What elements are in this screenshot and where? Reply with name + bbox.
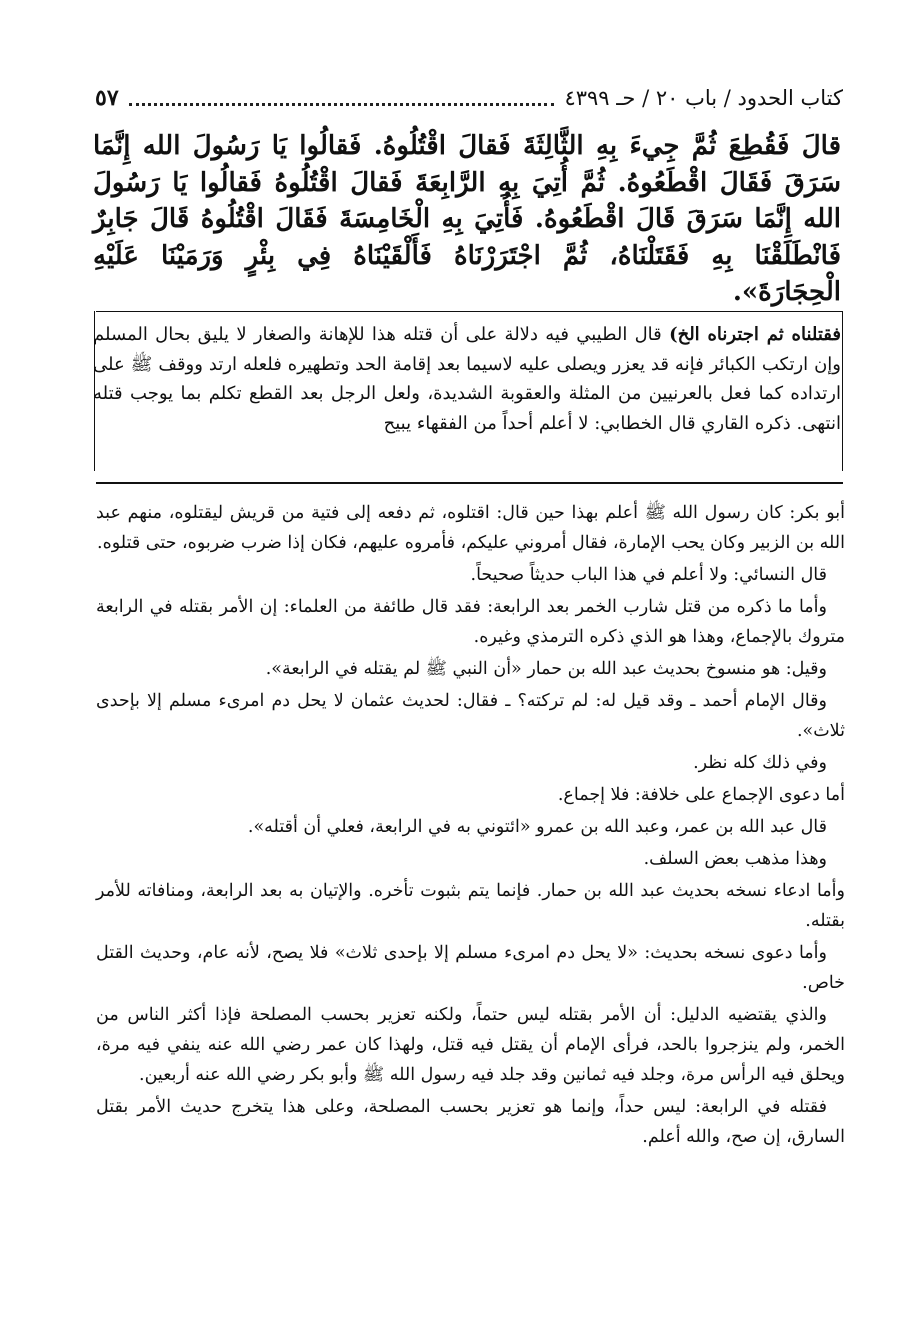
commentary-block bbox=[93, 320, 841, 438]
footnote-paragraph: وفي ذلك كله نظر. bbox=[693, 753, 827, 773]
footnote-paragraph: وأما دعوى نسخه بحديث: «لا يحل دم امرىء مسلم إلا بإحدى ثلاث» فلا يصح، لأنه عام، وحديث القتل خاص. bbox=[96, 943, 845, 993]
running-header bbox=[95, 78, 843, 118]
footnote-paragraph: أما دعوى الإجماع على خلافة: فلا إجماع. bbox=[557, 785, 845, 805]
page-number: ٥٧ bbox=[95, 85, 119, 111]
footnote-paragraph: والذي يقتضيه الدليل: أن الأمر بقتله ليس حتماً، ولكنه تعزير بحسب المصلحة فإذا أكثر الناس من الخمر، ولم ينزجروا بالحد، فرأى الإمام أن يقتل فيه قتل، ولهذا كان عمر رضي الله عنه ينفي فيه مرة، ويحلق فيه الرأس مرة، وجلد فيه ثمانين وقد جلد فيه رسول الله ﷺ وأبو بكر رضي الله عنه أربعين. bbox=[96, 1005, 845, 1085]
footnote-paragraph: وأما ادعاء نسخه بحديث عبد الله بن حمار. فإنما يتم بثبوت تأخره. والإتيان به بعد الرابعة، ومنافاته للأمر بقتله. bbox=[96, 881, 845, 931]
footnote-paragraph: وهذا مذهب بعض السلف. bbox=[643, 849, 827, 869]
hadith-text: قالَ فَقُطِعَ ثُمَّ جِيءَ بِهِ الثَّالِثَةَ فَقالَ اقْتُلُوهُ. فَقالُوا يَا رَسُولَ الله إِنَّمَا سَرَقَ فَقَالَ اقْطَعُوهُ. ثُمَّ أُتِيَ بِهِ الرَّابِعَةَ فَقالَ اقْتُلُوهُ فَقالُوا يَا رَسُولَ الله إِنَّمَا سَرَقَ قَالَ اقْطَعُوهُ. فَأُتِيَ بِهِ الْخَامِسَةَ فَقَالَ اقْتُلُوهُ قَالَ جَابِرٌ فَانْطَلَقْنَا بِهِ فَقَتَلْنَاهُ، ثُمَّ اجْتَرَرْنَاهُ فَأَلْقَيْنَاهُ فِي بِئْرٍ وَرَمَيْنَا عَلَيْهِ الْحِجَارَةَ». bbox=[93, 131, 841, 307]
footnote-divider bbox=[96, 482, 843, 484]
commentary-lead: فقتلناه ثم اجترناه الخ) bbox=[669, 324, 842, 345]
dotted-leader bbox=[129, 101, 555, 106]
footnote-paragraph: وقيل: هو منسوخ بحديث عبد الله بن حمار «أن النبي ﷺ لم يقتله في الرابعة». bbox=[265, 659, 827, 679]
commentary-text: قال الطيبي فيه دلالة على أن قتله هذا للإهانة والصغار لا يليق بحال المسلم وإن ارتكب الكبائر فإنه قد يعزر ويصلى عليه لاسيما بعد إقامة الحد وتطهيره فلعله ارتد ووقف ﷺ على ارتداده كما فعل بالعرنيين من المثلة والعقوبة الشديدة، ولعل الرجل بعد القطع تكلم بما يوجب قتله انتهى. ذكره القاري قال الخطابي: لا أعلم أحداً من الفقهاء يبيح bbox=[93, 324, 841, 434]
commentary-right-bar bbox=[842, 311, 843, 471]
footnote-paragraph: أبو بكر: كان رسول الله ﷺ أعلم بهذا حين قال: اقتلوه، ثم دفعه إلى فتية من قريش ليقتلوه، منهم عبد الله بن الزبير وكان يحب الإمارة، فقال أمروني عليكم، فأمروه عليهم، فكان إذا ضرب ضربوه، حتى قتلوه. bbox=[96, 503, 845, 553]
footnote-paragraph: قال النسائي: ولا أعلم في هذا الباب حديثاً صحيحاً. bbox=[470, 565, 827, 585]
footnote-paragraph: وقال الإمام أحمد ـ وقد قيل له: لم تركته؟ ـ فقال: لحديث عثمان لا يحل دم امرىء مسلم إلا بإحدى ثلاث». bbox=[96, 691, 845, 741]
footnote-paragraph: وأما ما ذكره من قتل شارب الخمر بعد الرابعة: فقد قال طائفة من العلماء: إن الأمر بقتله في الرابعة متروك بالإجماع، وهذا هو الذي ذكره الترمذي وغيره. bbox=[96, 597, 845, 647]
footnote-paragraph: قال عبد الله بن عمر، وعبد الله بن عمرو «ائتوني به في الرابعة، فعلي أن أقتله». bbox=[247, 817, 827, 837]
footnotes-section bbox=[96, 498, 845, 1154]
hadith-divider bbox=[96, 311, 843, 312]
footnote-paragraph: فقتله في الرابعة: ليس حداً، وإنما هو تعزير بحسب المصلحة، وعلى هذا يتخرج حديث الأمر بقتل السارق، إن صح، والله أعلم. bbox=[96, 1097, 845, 1147]
chapter-title: كتاب الحدود / باب ٢٠ / حـ ٤٣٩٩ bbox=[564, 86, 843, 110]
